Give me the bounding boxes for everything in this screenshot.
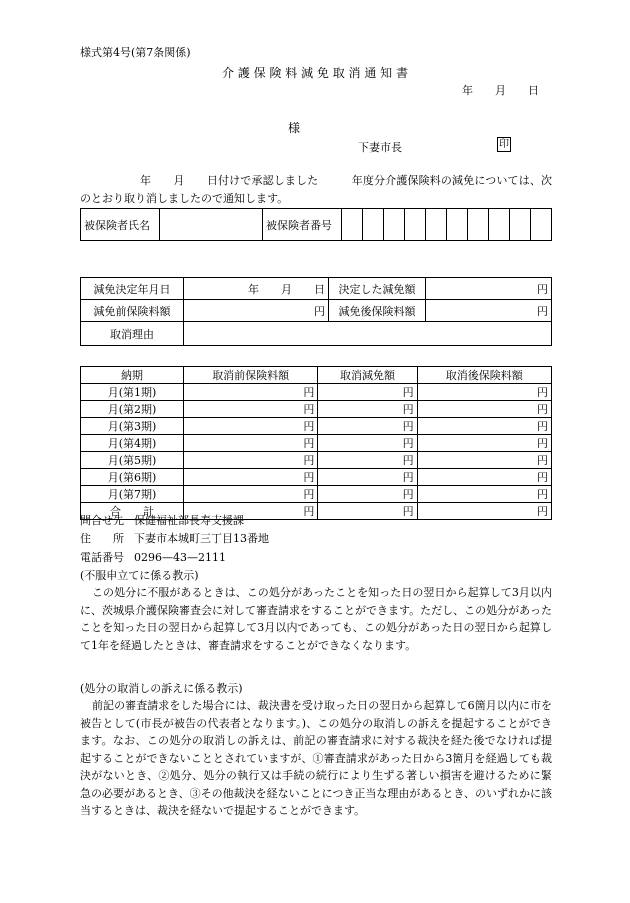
contact-phone xyxy=(80,549,226,565)
insured-number-digit xyxy=(342,209,363,241)
yen-cell: 円 xyxy=(184,469,318,486)
table-row xyxy=(81,384,552,401)
yen-cell: 円 xyxy=(417,469,551,486)
yen-cell: 円 xyxy=(417,486,551,503)
insured-name-label: 被保険者氏名 xyxy=(81,209,160,241)
installment-table xyxy=(80,366,552,520)
period-label: 月(第1期) xyxy=(81,384,184,401)
contact-inquiry xyxy=(80,512,244,528)
after-amount-label: 減免後保険料額 xyxy=(329,300,426,322)
yen-cell: 円 xyxy=(417,418,551,435)
yen-cell: 円 xyxy=(417,503,551,520)
period-label: 月(第5期) xyxy=(81,452,184,469)
notice-lawsuit-body: 前記の審査請求をした場合には、裁決書を受け取った日の翌日から起算して6箇月以内に市を被告として(市長が被告の代表者となります。)、この処分の取消しの訴えを提起することができます。なお、この処分の取消しの訴えは、前記の審査請求に対する裁決を経た後でなければ提起することができないこととされていますが、①審査請求があった日から3箇月を経過しても裁決がないとき、②処分、処分の執行又は手続の続行により生ずる著しい損害を避けるために緊急の必要があるとき、③その他裁決を経ないことにつき正当な理由があるとき、のいずれかに該当するときは、裁決を経ないで提起することができます。 xyxy=(80,699,552,817)
insured-number-digit xyxy=(426,209,447,241)
insured-number-digit xyxy=(510,209,531,241)
yen-cell: 円 xyxy=(184,384,318,401)
insured-number-digit xyxy=(405,209,426,241)
header-before: 取消前保険料額 xyxy=(184,367,318,384)
before-amount-value: 円 xyxy=(184,300,329,322)
decision-date-value: 年 月 日 xyxy=(184,278,329,300)
decided-amount-label: 決定した減免額 xyxy=(329,278,426,300)
insured-number-digit xyxy=(384,209,405,241)
yen-cell: 円 xyxy=(184,401,318,418)
total-label: 合 計 xyxy=(81,503,184,520)
reduction-table xyxy=(80,277,552,346)
before-amount-label: 減免前保険料額 xyxy=(81,300,184,322)
table-row xyxy=(81,418,552,435)
addressee-honorific: 様 xyxy=(288,121,301,135)
notice-appeal-body: この処分に不服があるときは、この処分があったことを知った日の翌日から起算して3月以内に、茨城県介護保険審査会に対して審査請求をすることができます。ただし、この処分があったことを知った日の翌日から起算して3月以内であっても、この処分があった日の翌日から起算して1年を経過したときは、審査請求をすることができなくなります。 xyxy=(80,586,553,652)
period-label: 月(第3期) xyxy=(81,418,184,435)
after-amount-value: 円 xyxy=(426,300,552,322)
table-row xyxy=(81,401,552,418)
yen-cell: 円 xyxy=(318,452,417,469)
issuer-name: 下妻市長 xyxy=(358,141,402,154)
insured-number-digit xyxy=(447,209,468,241)
phone-value: 0296—43—2111 xyxy=(134,551,226,564)
phone-label: 電話番号 xyxy=(80,551,124,564)
period-label: 月(第2期) xyxy=(81,401,184,418)
inquiry-value: 保健福祉部長寿支援課 xyxy=(134,514,244,527)
issue-date: 年 月 日 xyxy=(462,84,539,97)
insured-number-digit xyxy=(531,209,552,241)
cancel-reason-label: 取消理由 xyxy=(81,322,184,346)
insured-number-digit xyxy=(363,209,384,241)
yen-cell: 円 xyxy=(417,435,551,452)
inquiry-label: 問合せ先 xyxy=(80,514,124,527)
period-label: 月(第4期) xyxy=(81,435,184,452)
yen-cell: 円 xyxy=(318,418,417,435)
table-row xyxy=(81,435,552,452)
yen-cell: 円 xyxy=(417,384,551,401)
period-label: 月(第6期) xyxy=(81,469,184,486)
contact-address xyxy=(80,530,269,546)
form-number: 様式第4号(第7条関係) xyxy=(80,46,191,59)
table-row xyxy=(81,486,552,503)
seal-mark: 印 xyxy=(499,139,509,150)
insured-number-label: 被保険者番号 xyxy=(263,209,342,241)
yen-cell: 円 xyxy=(184,435,318,452)
period-label: 月(第7期) xyxy=(81,486,184,503)
yen-cell: 円 xyxy=(184,503,318,520)
intro-text: 年 月 日付けで承認しました 年度分介護保険料の減免については、次のとおり取り消しましたので通知します。 xyxy=(80,174,552,205)
cancel-reason-value xyxy=(184,322,552,346)
document-title: 介 護 保 険 料 減 免 取 消 通 知 書 xyxy=(222,66,408,80)
yen-cell: 円 xyxy=(318,469,417,486)
header-period: 納期 xyxy=(81,367,184,384)
insured-info-table xyxy=(80,208,552,241)
table-row xyxy=(81,452,552,469)
yen-cell: 円 xyxy=(417,452,551,469)
table-row xyxy=(81,469,552,486)
yen-cell: 円 xyxy=(318,486,417,503)
insured-number-digit xyxy=(468,209,489,241)
yen-cell: 円 xyxy=(318,401,417,418)
yen-cell: 円 xyxy=(318,503,417,520)
header-reduction: 取消減免額 xyxy=(318,367,417,384)
address-label: 住 所 xyxy=(80,532,124,545)
insured-name-cell xyxy=(160,209,263,241)
yen-cell: 円 xyxy=(184,486,318,503)
address-value: 下妻市本城町三丁目13番地 xyxy=(134,532,269,545)
notice-lawsuit-heading: (処分の取消しの訴えに係る教示) xyxy=(80,682,243,695)
notice-appeal-heading: (不服申立てに係る教示) xyxy=(80,569,199,582)
header-after: 取消後保険料額 xyxy=(417,367,551,384)
yen-cell: 円 xyxy=(184,418,318,435)
yen-cell: 円 xyxy=(417,401,551,418)
decision-date-label: 減免決定年月日 xyxy=(81,278,184,300)
insured-number-digit xyxy=(489,209,510,241)
decided-amount-value: 円 xyxy=(426,278,552,300)
yen-cell: 円 xyxy=(318,384,417,401)
yen-cell: 円 xyxy=(318,435,417,452)
yen-cell: 円 xyxy=(184,452,318,469)
